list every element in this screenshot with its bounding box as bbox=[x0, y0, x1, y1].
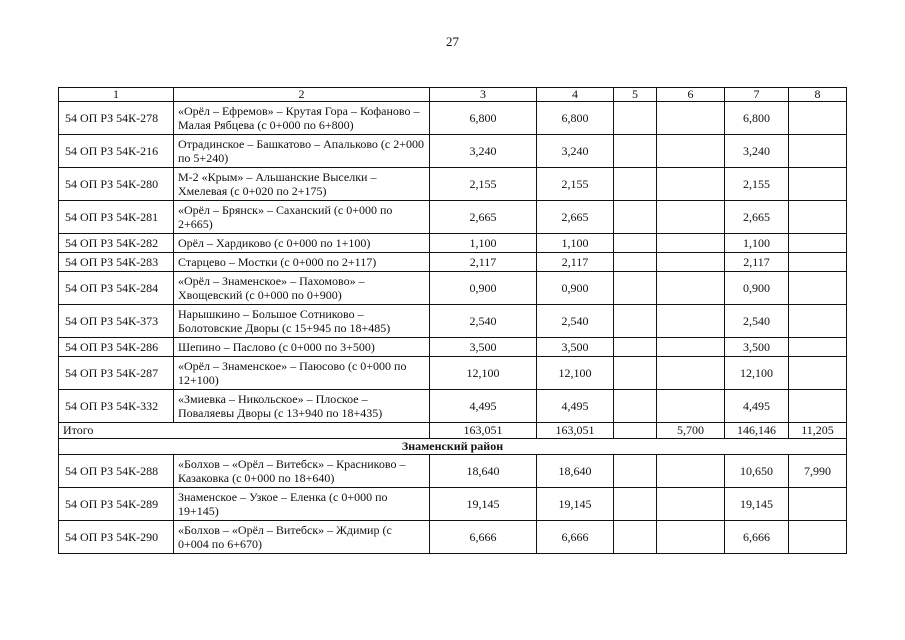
value-cell-c8 bbox=[789, 253, 847, 272]
column-index-cell: 2 bbox=[174, 88, 430, 102]
value-cell-c5 bbox=[614, 305, 657, 338]
value-cell-c6 bbox=[657, 135, 725, 168]
value-cell-c4: 2,540 bbox=[537, 305, 614, 338]
table-row bbox=[59, 201, 847, 234]
value-cell-c7: 10,650 bbox=[725, 455, 789, 488]
value-cell-c7: 3,240 bbox=[725, 135, 789, 168]
table-row bbox=[59, 305, 847, 338]
road-name: «Болхов – «Орёл – Витебск» – Ждимир (с 0+004 по 6+670) bbox=[174, 521, 430, 554]
road-code: 54 ОП РЗ 54К-288 bbox=[59, 455, 174, 488]
road-code: 54 ОП РЗ 54К-280 bbox=[59, 168, 174, 201]
value-cell-c8 bbox=[789, 272, 847, 305]
value-cell-c5 bbox=[614, 135, 657, 168]
road-name: «Орёл – Знаменское» – Пахомово» – Хвощевский (с 0+000 по 0+900) bbox=[174, 272, 430, 305]
value-cell-c7: 6,800 bbox=[725, 102, 789, 135]
value-cell-c6 bbox=[657, 390, 725, 423]
value-cell-c7: 2,540 bbox=[725, 305, 789, 338]
road-name: Орёл – Хардиково (с 0+000 по 1+100) bbox=[174, 234, 430, 253]
value-cell-c4: 4,495 bbox=[537, 390, 614, 423]
value-cell-c5 bbox=[614, 488, 657, 521]
value-cell-c6 bbox=[657, 272, 725, 305]
value-cell-c3: 2,117 bbox=[430, 253, 537, 272]
value-cell-c3: 19,145 bbox=[430, 488, 537, 521]
road-table bbox=[58, 87, 847, 554]
road-code: 54 ОП РЗ 54К-281 bbox=[59, 201, 174, 234]
value-cell-c5 bbox=[614, 272, 657, 305]
total-label: Итого bbox=[59, 423, 430, 439]
road-name: Старцево – Мостки (с 0+000 по 2+117) bbox=[174, 253, 430, 272]
value-cell-c5 bbox=[614, 201, 657, 234]
value-cell-c6 bbox=[657, 455, 725, 488]
value-cell-c5 bbox=[614, 338, 657, 357]
table-row bbox=[59, 338, 847, 357]
table-row bbox=[59, 102, 847, 135]
value-cell-c4: 3,500 bbox=[537, 338, 614, 357]
value-cell-c5 bbox=[614, 253, 657, 272]
value-cell-c8 bbox=[789, 357, 847, 390]
value-cell-c8 bbox=[789, 201, 847, 234]
value-cell-c4: 3,240 bbox=[537, 135, 614, 168]
table-row bbox=[59, 357, 847, 390]
road-code: 54 ОП РЗ 54К-283 bbox=[59, 253, 174, 272]
value-cell-c4: 19,145 bbox=[537, 488, 614, 521]
value-cell-c4: 2,665 bbox=[537, 201, 614, 234]
value-cell-c8: 11,205 bbox=[789, 423, 847, 439]
column-index-cell: 6 bbox=[657, 88, 725, 102]
table-row bbox=[59, 168, 847, 201]
value-cell-c6 bbox=[657, 253, 725, 272]
road-code: 54 ОП РЗ 54К-284 bbox=[59, 272, 174, 305]
value-cell-c3: 2,540 bbox=[430, 305, 537, 338]
value-cell-c3: 1,100 bbox=[430, 234, 537, 253]
road-code: 54 ОП РЗ 54К-287 bbox=[59, 357, 174, 390]
road-name: «Орёл – Знаменское» – Паюсово (с 0+000 по 12+100) bbox=[174, 357, 430, 390]
value-cell-c3: 12,100 bbox=[430, 357, 537, 390]
value-cell-c8 bbox=[789, 390, 847, 423]
value-cell-c8 bbox=[789, 135, 847, 168]
value-cell-c4: 12,100 bbox=[537, 357, 614, 390]
table-row bbox=[59, 253, 847, 272]
road-name: Нарышкино – Большое Сотниково – Болотовские Дворы (с 15+945 по 18+485) bbox=[174, 305, 430, 338]
table-row bbox=[59, 272, 847, 305]
table-row bbox=[59, 234, 847, 253]
value-cell-c6: 5,700 bbox=[657, 423, 725, 439]
value-cell-c4: 2,155 bbox=[537, 168, 614, 201]
value-cell-c5 bbox=[614, 357, 657, 390]
table-row bbox=[59, 390, 847, 423]
value-cell-c8 bbox=[789, 521, 847, 554]
value-cell-c7: 146,146 bbox=[725, 423, 789, 439]
road-name: «Змиевка – Никольское» – Плоское – Поваляевы Дворы (с 13+940 по 18+435) bbox=[174, 390, 430, 423]
table-body bbox=[59, 88, 847, 554]
value-cell-c7: 0,900 bbox=[725, 272, 789, 305]
column-index-cell: 1 bbox=[59, 88, 174, 102]
value-cell-c8 bbox=[789, 305, 847, 338]
road-code: 54 ОП РЗ 54К-278 bbox=[59, 102, 174, 135]
value-cell-c5 bbox=[614, 390, 657, 423]
value-cell-c7: 2,665 bbox=[725, 201, 789, 234]
value-cell-c7: 4,495 bbox=[725, 390, 789, 423]
value-cell-c7: 19,145 bbox=[725, 488, 789, 521]
table-row bbox=[59, 455, 847, 488]
value-cell-c8 bbox=[789, 168, 847, 201]
column-index-cell: 5 bbox=[614, 88, 657, 102]
value-cell-c6 bbox=[657, 168, 725, 201]
value-cell-c7: 2,117 bbox=[725, 253, 789, 272]
value-cell-c8: 7,990 bbox=[789, 455, 847, 488]
value-cell-c7: 1,100 bbox=[725, 234, 789, 253]
value-cell-c8 bbox=[789, 102, 847, 135]
value-cell-c5 bbox=[614, 521, 657, 554]
table-row bbox=[59, 488, 847, 521]
value-cell-c4: 0,900 bbox=[537, 272, 614, 305]
road-name: Знаменское – Узкое – Еленка (с 0+000 по 19+145) bbox=[174, 488, 430, 521]
value-cell-c5 bbox=[614, 234, 657, 253]
value-cell-c7: 6,666 bbox=[725, 521, 789, 554]
value-cell-c6 bbox=[657, 521, 725, 554]
column-index-cell: 3 bbox=[430, 88, 537, 102]
total-row bbox=[59, 423, 847, 439]
road-name: «Орёл – Брянск» – Саханский (с 0+000 по 2+665) bbox=[174, 201, 430, 234]
road-name: М-2 «Крым» – Альшанские Выселки – Хмелевая (с 0+020 по 2+175) bbox=[174, 168, 430, 201]
road-code: 54 ОП РЗ 54К-332 bbox=[59, 390, 174, 423]
road-code: 54 ОП РЗ 54К-216 bbox=[59, 135, 174, 168]
value-cell-c4: 163,051 bbox=[537, 423, 614, 439]
value-cell-c6 bbox=[657, 201, 725, 234]
value-cell-c4: 18,640 bbox=[537, 455, 614, 488]
value-cell-c7: 12,100 bbox=[725, 357, 789, 390]
value-cell-c4: 1,100 bbox=[537, 234, 614, 253]
column-index-cell: 8 bbox=[789, 88, 847, 102]
road-name: Шепино – Паслово (с 0+000 по 3+500) bbox=[174, 338, 430, 357]
value-cell-c8 bbox=[789, 234, 847, 253]
table-row bbox=[59, 135, 847, 168]
road-name: «Орёл – Ефремов» – Крутая Гора – Кофаново – Малая Рябцева (с 0+000 по 6+800) bbox=[174, 102, 430, 135]
value-cell-c8 bbox=[789, 338, 847, 357]
value-cell-c6 bbox=[657, 305, 725, 338]
value-cell-c5 bbox=[614, 455, 657, 488]
road-code: 54 ОП РЗ 54К-373 bbox=[59, 305, 174, 338]
district-header-row bbox=[59, 439, 847, 455]
road-code: 54 ОП РЗ 54К-282 bbox=[59, 234, 174, 253]
value-cell-c5 bbox=[614, 423, 657, 439]
column-index-cell: 7 bbox=[725, 88, 789, 102]
value-cell-c3: 2,665 bbox=[430, 201, 537, 234]
page-number: 27 bbox=[446, 34, 459, 49]
value-cell-c7: 2,155 bbox=[725, 168, 789, 201]
value-cell-c6 bbox=[657, 357, 725, 390]
value-cell-c6 bbox=[657, 338, 725, 357]
value-cell-c4: 6,800 bbox=[537, 102, 614, 135]
value-cell-c3: 2,155 bbox=[430, 168, 537, 201]
value-cell-c3: 4,495 bbox=[430, 390, 537, 423]
road-code: 54 ОП РЗ 54К-290 bbox=[59, 521, 174, 554]
value-cell-c3: 6,800 bbox=[430, 102, 537, 135]
value-cell-c3: 18,640 bbox=[430, 455, 537, 488]
road-code: 54 ОП РЗ 54К-289 bbox=[59, 488, 174, 521]
value-cell-c8 bbox=[789, 488, 847, 521]
table-row bbox=[59, 521, 847, 554]
column-index-row bbox=[59, 88, 847, 102]
value-cell-c4: 6,666 bbox=[537, 521, 614, 554]
value-cell-c6 bbox=[657, 102, 725, 135]
value-cell-c3: 0,900 bbox=[430, 272, 537, 305]
district-name: Знаменский район bbox=[59, 439, 847, 455]
value-cell-c5 bbox=[614, 102, 657, 135]
column-index-cell: 4 bbox=[537, 88, 614, 102]
road-name: «Болхов – «Орёл – Витебск» – Красниково – Казаковка (с 0+000 по 18+640) bbox=[174, 455, 430, 488]
value-cell-c3: 3,500 bbox=[430, 338, 537, 357]
value-cell-c3: 163,051 bbox=[430, 423, 537, 439]
road-code: 54 ОП РЗ 54К-286 bbox=[59, 338, 174, 357]
value-cell-c3: 6,666 bbox=[430, 521, 537, 554]
value-cell-c6 bbox=[657, 234, 725, 253]
road-name: Отрадинское – Башкатово – Апальково (с 2+000 по 5+240) bbox=[174, 135, 430, 168]
value-cell-c4: 2,117 bbox=[537, 253, 614, 272]
value-cell-c6 bbox=[657, 488, 725, 521]
value-cell-c3: 3,240 bbox=[430, 135, 537, 168]
value-cell-c7: 3,500 bbox=[725, 338, 789, 357]
value-cell-c5 bbox=[614, 168, 657, 201]
